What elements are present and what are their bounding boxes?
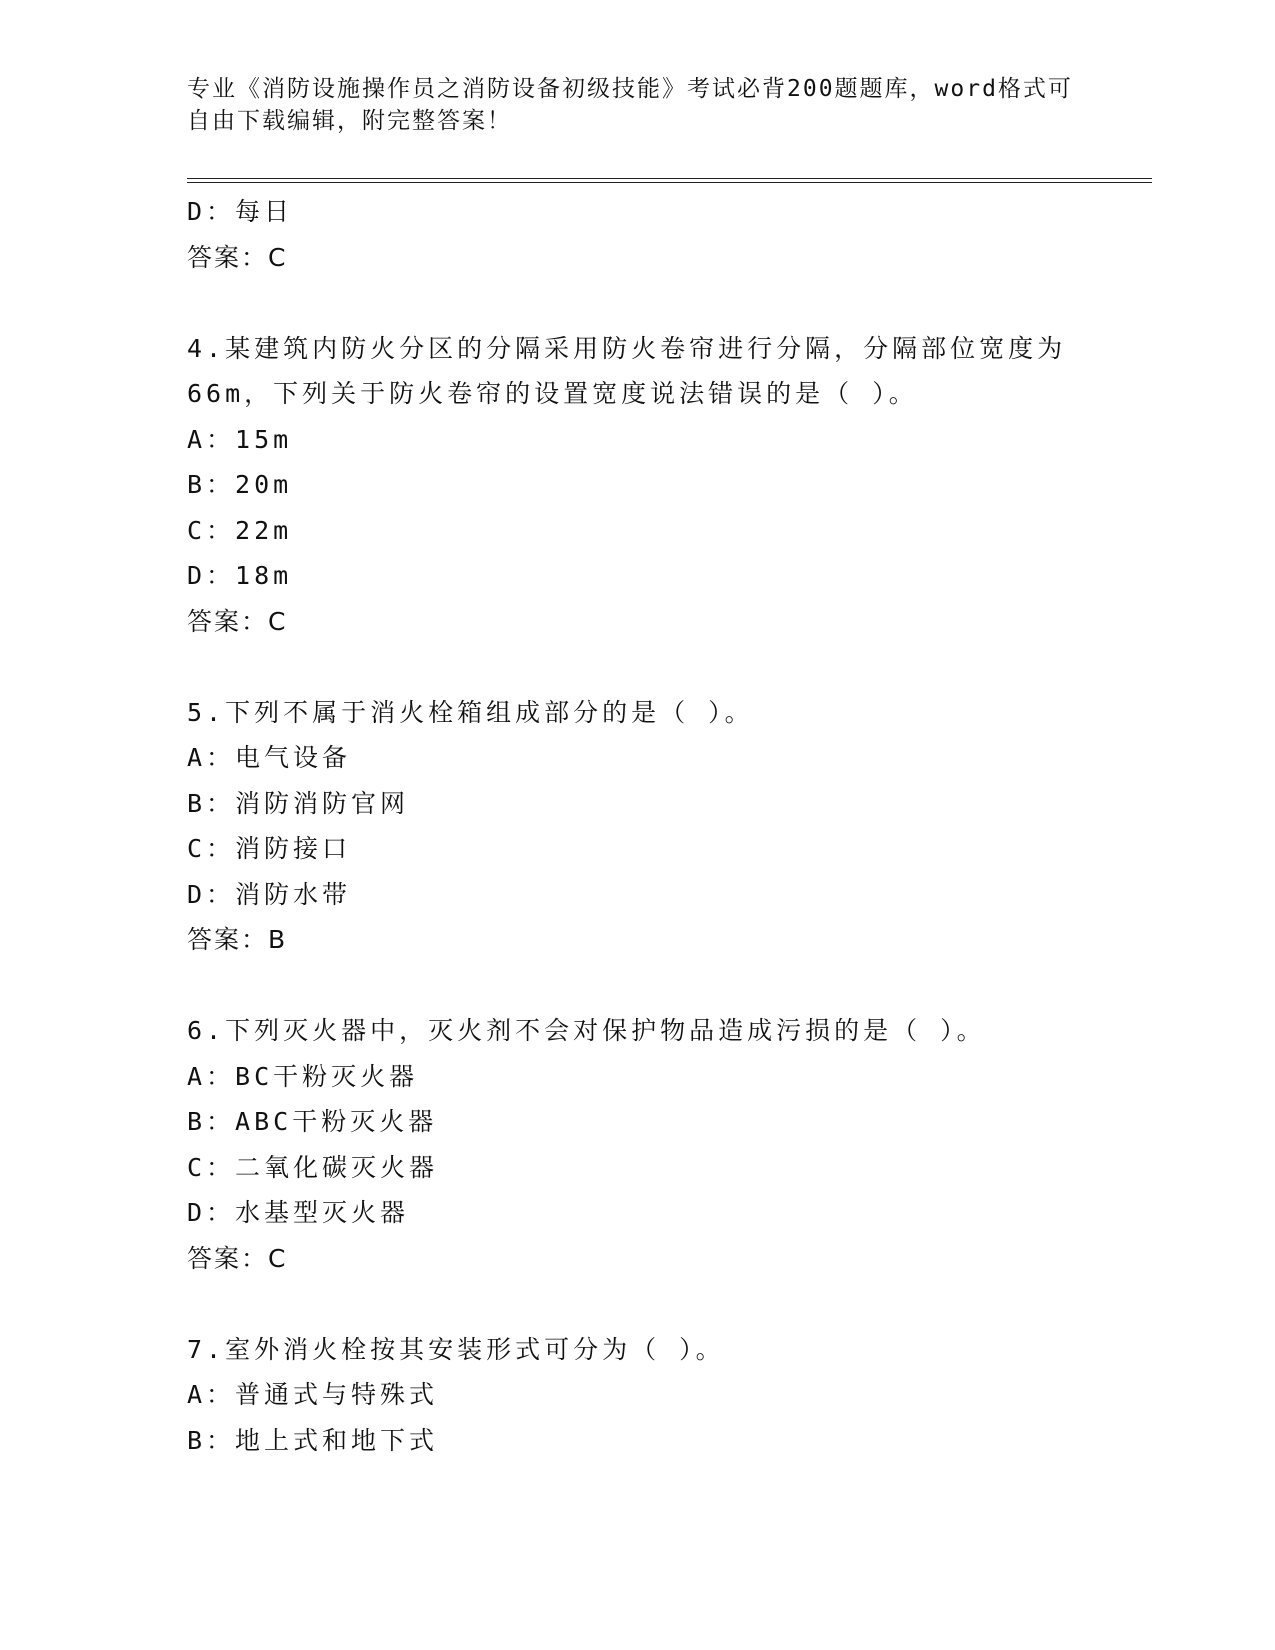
question-stem: 5.下列不属于消火栓箱组成部分的是（ ）。 — [187, 697, 754, 727]
answer: 答案：C — [187, 606, 288, 636]
option-b: B：20m — [187, 470, 293, 499]
option-b: B：ABC干粉灭火器 — [187, 1107, 438, 1136]
option-d-previous: D：每日 — [187, 197, 294, 226]
answer-previous: 答案：C — [187, 242, 288, 272]
document-header — [187, 73, 1087, 137]
option-b: B：地上式和地下式 — [187, 1425, 439, 1455]
option-d: D：水基型灭火器 — [187, 1198, 410, 1227]
option-a: A：BC干粉灭火器 — [187, 1061, 419, 1091]
option-a: A：15m — [187, 424, 293, 454]
question-stem: 7.室外消火栓按其安装形式可分为（ ）。 — [187, 1334, 725, 1364]
question-7 — [187, 1327, 1152, 1464]
option-d: D：消防水带 — [187, 879, 352, 909]
answer: 答案：B — [187, 925, 288, 954]
option-c: C：22m — [187, 515, 293, 545]
option-d: D：18m — [187, 561, 293, 590]
question-6 — [187, 1008, 1152, 1281]
option-c: C：消防接口 — [187, 834, 352, 863]
header-line-2: 自由下载编辑，附完整答案！ — [187, 108, 512, 134]
spacer — [187, 280, 1152, 326]
option-a: A：电气设备 — [187, 743, 352, 772]
option-c: C：二氧化碳灭火器 — [187, 1152, 439, 1182]
option-b: B：消防消防官网 — [187, 788, 410, 818]
document-body — [187, 189, 1152, 1463]
answer: 答案：C — [187, 1243, 288, 1273]
question-stem-continued: 66m，下列关于防火卷帘的设置宽度说法错误的是（ ）。 — [187, 379, 918, 408]
spacer — [187, 963, 1152, 1009]
option-a: A：普通式与特殊式 — [187, 1380, 439, 1409]
question-stem: 6.下列灭火器中，灭火剂不会对保护物品造成污损的是（ ）。 — [187, 1016, 986, 1045]
header-line-1: 专业《消防设施操作员之消防设备初级技能》考试必背200题题库，word格式可 — [187, 76, 1073, 102]
question-5 — [187, 690, 1152, 963]
question-4 — [187, 326, 1152, 645]
spacer — [187, 1281, 1152, 1327]
spacer — [187, 644, 1152, 690]
question-stem: 4.某建筑内防火分区的分隔采用防火卷帘进行分隔，分隔部位宽度为 — [187, 333, 1067, 363]
header-rule-bottom — [187, 182, 1152, 183]
header-rule-top — [187, 178, 1152, 179]
